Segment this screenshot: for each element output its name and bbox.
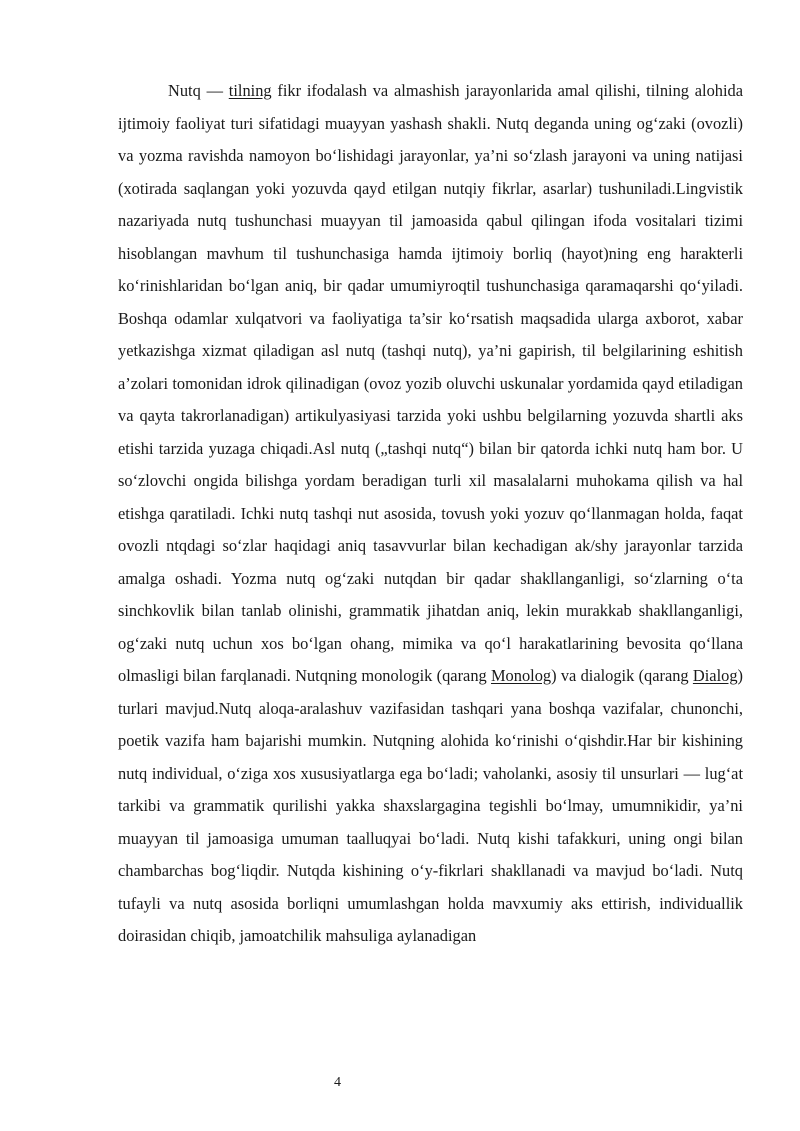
paragraph-text-4: ) turlari mavjud.Nutq aloqa-aralashuv vazifasidan tashqari yana boshqa vazifalar, chunonchi, poetik vazifa ham bajarishi mumkin. Nutqning alohida ko‘rinishi o‘qishdir.Har bir kishining nutq individual, o‘ziga xos xususiyatlarga ega bo‘ladi; vaholanki, asosiy til unsurlari — lug‘at tarkibi va grammatik qurilishi yakka shaxslargagina tegishli bo‘lmay, umumnikidir, ya’ni muayyan til jamoasiga umuman taalluqyai bo‘ladi. Nutq kishi tafakkuri, uning ongi bilan chambarchas bog‘liqdir. Nutqda kishining o‘y-fikrlari shakllanadi va mavjud bo‘ladi. Nutq tufayli va nutq asosida borliqni umumlashgan holda mavxumiy aks ettirish, individuallik doirasidan chiqib, jamoatchilik mahsuliga aylanadigan: [118, 666, 743, 945]
paragraph-text-1: Nutq —: [168, 81, 229, 100]
paragraph-text-3: ) va dialogik (qarang: [551, 666, 693, 685]
paragraph-text-2: fikr ifodalash va almashish jarayonlarida amal qilishi, tilning alohida ijtimoiy faoliyat turi sifatidagi muayyan yashash shakli. Nutq deganda uning og‘zaki (ovozli) va yozma ravishda namoyon bo‘lishidagi jarayonlar, ya’ni so‘zlash jarayoni va uning natijasi (xotirada saqlangan yoki yozuvda qayd etilgan nutqiy fikrlar, asarlar) tushuniladi.Lingvistik nazariyada nutq tushunchasi muayyan til jamoasida qabul qilingan ifoda vositalari tizimi hisoblangan mavhum til tushunchasiga hamda ijtimoiy borliq (hayot)ning eng harakterli ko‘rinishlaridan bo‘lgan aniq, bir qadar umumiyroqtil tushunchasiga qaramaqarshi qo‘yiladi. Boshqa odamlar xulqatvori va faoliyatiga ta’sir ko‘rsatish maqsadida ularga axborot, xabar yetkazishga xizmat qiladigan asl nutq (tashqi nutq), ya’ni gapirish, til belgilarining eshitish a’zolari tomonidan idrok qilinadigan (ovoz yozib oluvchi uskunalar yordamida qayd etiladigan va qayta takrorlanadigan) artikulyasiyasi tarzida yoki ushbu belgilarning yozuvda shartli aks etishi tarzida yuzaga chiqadi.Asl nutq („tashqi nutq“) bilan bir qatorda ichki nutq ham bor. U so‘zlovchi ongida bilishga yordam beradigan turli xil masalalarni muhokama qilish va hal etishga qaratiladi. Ichki nutq tashqi nut asosida, tovush yoki yozuv qo‘llanmagan holda, faqat ovozli ntqdagi so‘zlar haqidagi aniq tasavvurlar bilan kechadigan ak/shy jarayonlar tarzida amalga oshadi. Yozma nutq og‘zaki nutqdan bir qadar shakllanganligi, so‘zlarning o‘ta sinchkovlik bilan tanlab olinishi, grammatik jihatdan aniq, lekin murakkab shakllanganligi, og‘zaki nutq uchun xos bo‘lgan ohang, mimika va qo‘l harakatlarining bevosita qo‘llana olmasligi bilan farqlanadi. Nutqning monologik (qarang: [118, 81, 743, 685]
link-dialog[interactable]: Dialog: [692, 666, 738, 685]
link-monolog[interactable]: Monolog: [490, 666, 552, 685]
body-paragraph: [118, 75, 743, 953]
page-number: 4: [334, 1075, 341, 1090]
link-tilning[interactable]: tilning: [228, 81, 272, 100]
